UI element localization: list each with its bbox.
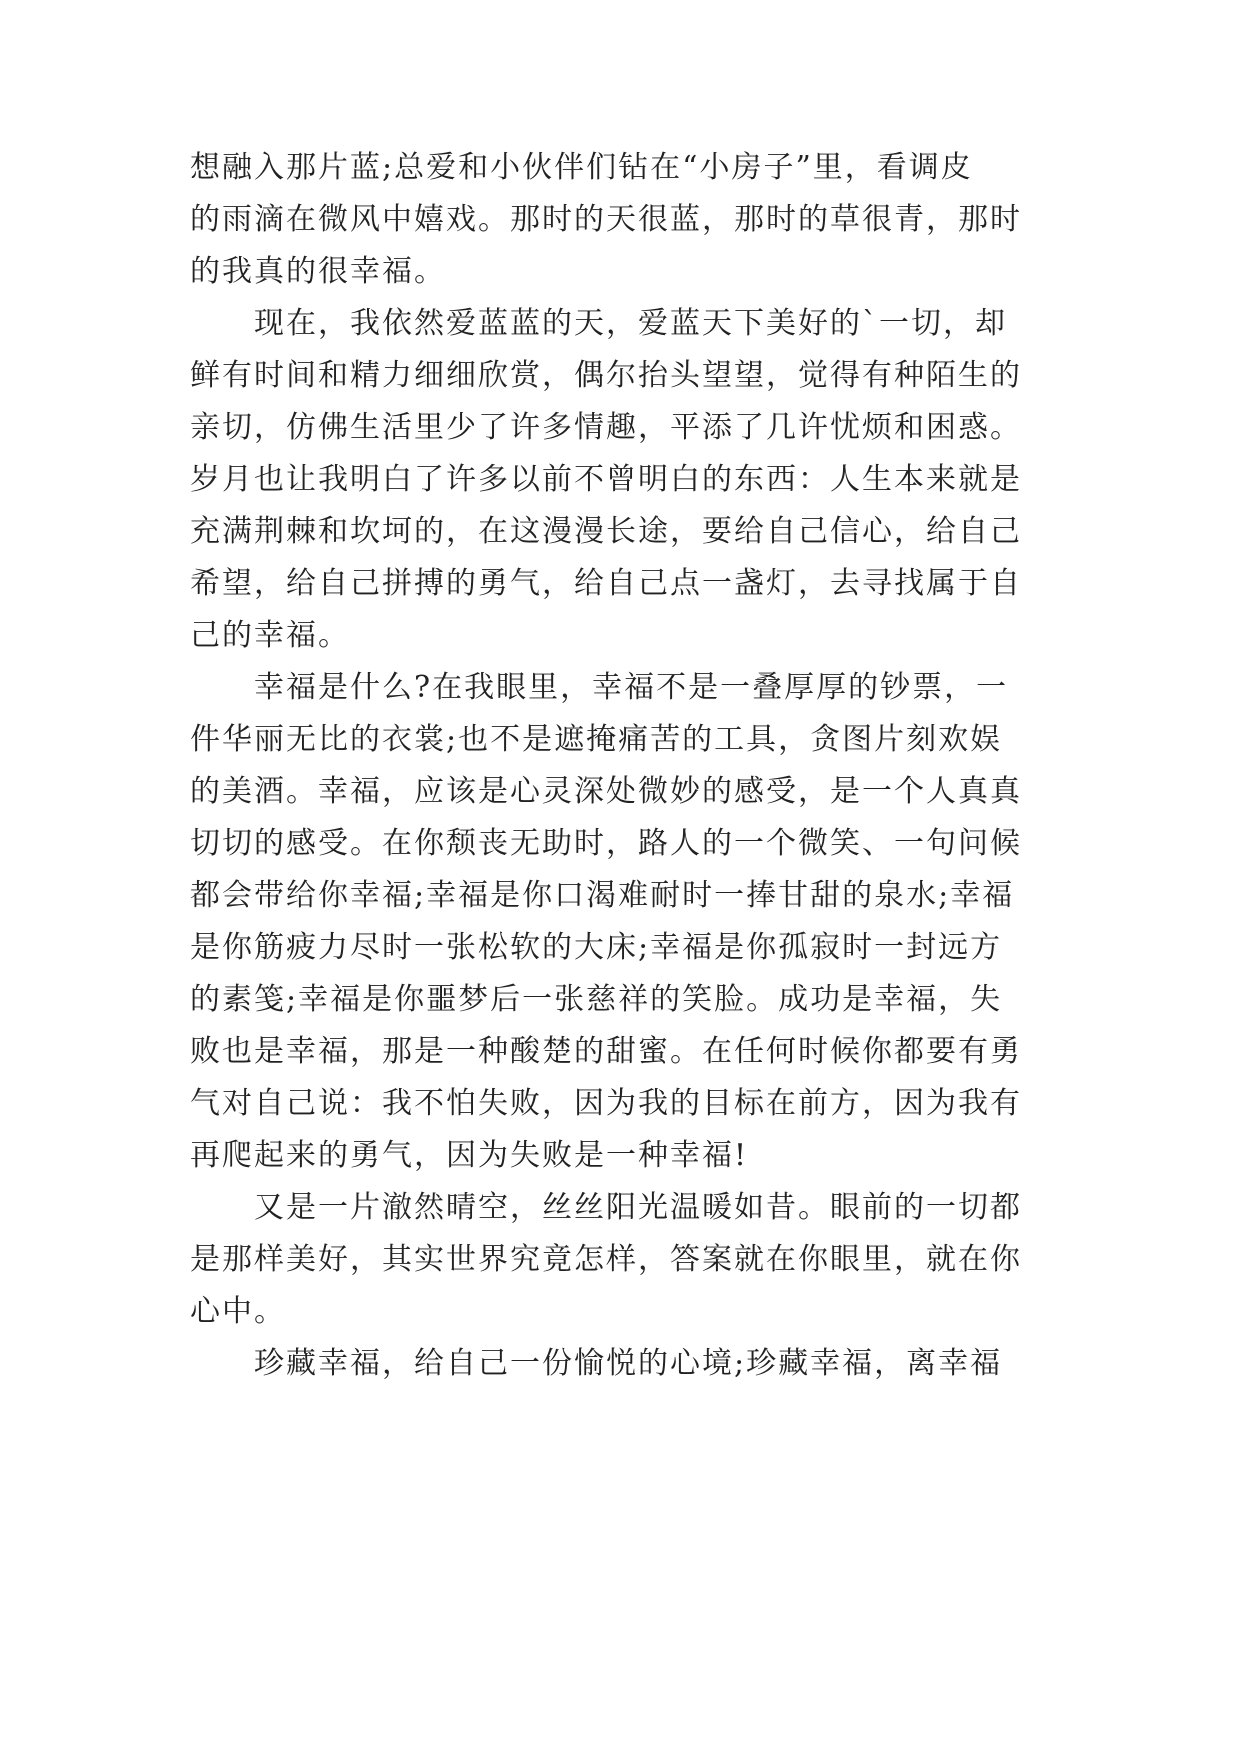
text-line: 希望，给自己拼搏的勇气，给自己点一盏灯，去寻找属于自 bbox=[190, 566, 1022, 601]
text-line: 的素笺;幸福是你噩梦后一张慈祥的笑脸。成功是幸福，失 bbox=[190, 982, 1003, 1017]
paragraph-first-line: 幸福是什么?在我眼里，幸福不是一叠厚厚的钞票，一 bbox=[254, 670, 1009, 705]
text-line: 是那样美好，其实世界究竟怎样，答案就在你眼里，就在你 bbox=[190, 1242, 1022, 1277]
text-line: 切切的感受。在你颓丧无助时，路人的一个微笑、一句问候 bbox=[190, 826, 1022, 861]
text-line: 充满荆棘和坎坷的，在这漫漫长途，要给自己信心，给自己 bbox=[190, 514, 1022, 549]
text-line: 亲切，仿佛生活里少了许多情趣，平添了几许忧烦和困惑。 bbox=[190, 410, 1022, 445]
text-line: 的我真的很幸福。 bbox=[190, 254, 446, 289]
text-line: 败也是幸福，那是一种酸楚的甜蜜。在任何时候你都要有勇 bbox=[190, 1034, 1022, 1069]
text-line: 鲜有时间和精力细细欣赏，偶尔抬头望望，觉得有种陌生的 bbox=[190, 358, 1022, 393]
paragraph-first-line: 现在，我依然爱蓝蓝的天，爱蓝天下美好的`一切，却 bbox=[254, 306, 1007, 341]
paragraph-first-line: 又是一片澈然晴空，丝丝阳光温暖如昔。眼前的一切都 bbox=[254, 1190, 1022, 1225]
text-line: 气对自己说：我不怕失败，因为我的目标在前方，因为我有 bbox=[190, 1086, 1022, 1121]
paragraph-first-line: 珍藏幸福，给自己一份愉悦的心境;珍藏幸福，离幸福 bbox=[254, 1346, 1003, 1381]
text-line: 是你筋疲力尽时一张松软的大床;幸福是你孤寂时一封远方 bbox=[190, 930, 1003, 965]
text-line: 的美酒。幸福，应该是心灵深处微妙的感受，是一个人真真 bbox=[190, 774, 1022, 809]
text-line: 再爬起来的勇气，因为失败是一种幸福! bbox=[190, 1138, 749, 1173]
text-line: 想融入那片蓝;总爱和小伙伴们钻在“小房子”里，看调皮 bbox=[190, 150, 973, 185]
text-line: 心中。 bbox=[190, 1294, 286, 1329]
text-line: 都会带给你幸福;幸福是你口渴难耐时一捧甘甜的泉水;幸福 bbox=[190, 878, 1015, 913]
text-line: 己的幸福。 bbox=[190, 618, 350, 653]
text-line: 的雨滴在微风中嬉戏。那时的天很蓝，那时的草很青，那时 bbox=[190, 202, 1022, 237]
text-line: 岁月也让我明白了许多以前不曾明白的东西：人生本来就是 bbox=[190, 462, 1022, 497]
text-line: 件华丽无比的衣裳;也不是遮掩痛苦的工具，贪图片刻欢娱 bbox=[190, 722, 1003, 757]
